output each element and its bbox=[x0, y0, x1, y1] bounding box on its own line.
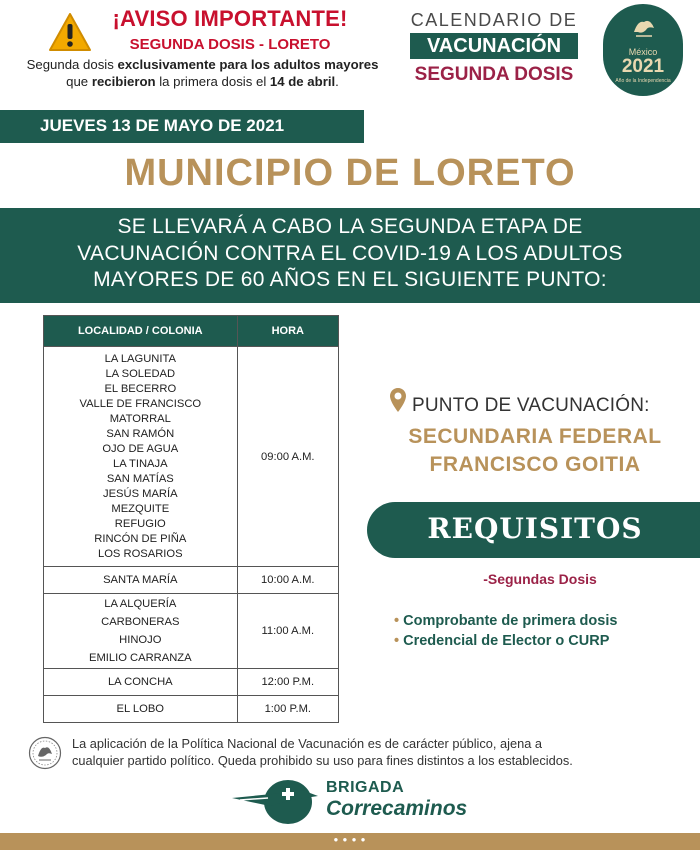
aviso-title: ¡AVISO IMPORTANTE! bbox=[112, 6, 348, 31]
column-header-localidad: LOCALIDAD / COLONIA bbox=[44, 316, 238, 347]
localidad-name: MEZQUITE bbox=[111, 502, 170, 515]
cell-localidades bbox=[44, 669, 238, 696]
cell-localidades bbox=[44, 594, 238, 669]
schedule-table bbox=[43, 315, 339, 723]
logo-caption: Año de la Independencia bbox=[615, 78, 671, 84]
localidad-name: EL LOBO bbox=[116, 702, 165, 715]
localidad-name: SAN MATÍAS bbox=[106, 472, 174, 485]
footer-disclaimer: La aplicación de la Política Nacional de Vacunación es de carácter público, ajena a cualquier partido político. Queda prohibido su uso para fines distintos a los establecidos. bbox=[72, 736, 573, 768]
localidad-name: LA LAGUNITA bbox=[104, 352, 176, 365]
punto-name-line1: SECUNDARIA FEDERAL bbox=[408, 425, 662, 448]
punto-name-line2: FRANCISCO GOITIA bbox=[429, 453, 641, 476]
calendar-title: CALENDARIO DE bbox=[410, 10, 578, 30]
logo-year: 2021 bbox=[621, 56, 665, 77]
mexico-seal-icon bbox=[28, 736, 62, 770]
table-row bbox=[44, 696, 339, 723]
bullet-icon: • bbox=[394, 613, 400, 629]
localidad-name: REFUGIO bbox=[114, 517, 166, 530]
localidad-name: LA TINAJA bbox=[113, 457, 168, 470]
cell-localidades bbox=[44, 696, 238, 723]
localidad-name: LOS ROSARIOS bbox=[98, 547, 183, 560]
eagle-icon bbox=[630, 14, 658, 42]
cell-hora: 1:00 P.M. bbox=[237, 696, 338, 723]
cell-localidades bbox=[44, 567, 238, 594]
logo-country: México bbox=[628, 47, 658, 57]
table-row bbox=[44, 669, 339, 696]
bullet-icon: • bbox=[394, 633, 400, 649]
localidad-name: JESÚS MARÍA bbox=[102, 487, 178, 500]
municipio-title: MUNICIPIO DE LORETO bbox=[124, 152, 576, 194]
localidad-name: EL BECERRO bbox=[104, 382, 177, 395]
cell-hora: 09:00 A.M. bbox=[237, 347, 338, 567]
localidad-name: SANTA MARÍA bbox=[103, 573, 178, 586]
aviso-subtitle: SEGUNDA DOSIS - LORETO bbox=[129, 36, 331, 53]
punto-label: PUNTO DE VACUNACIÓN: bbox=[412, 395, 650, 416]
localidad-name: OJO DE AGUA bbox=[102, 442, 179, 455]
cell-localidades bbox=[44, 347, 238, 567]
cell-hora: 10:00 A.M. bbox=[237, 567, 338, 594]
location-pin-icon bbox=[389, 387, 407, 413]
localidad-name: RINCÓN DE PIÑA bbox=[94, 532, 187, 545]
localidad-name: MATORRAL bbox=[109, 412, 171, 425]
table-row bbox=[44, 347, 339, 567]
column-header-hora: HORA bbox=[237, 316, 338, 347]
localidad-name: LA CONCHA bbox=[107, 675, 173, 688]
aviso-text: Segunda dosis exclusivamente para los adultos mayores que recibieron la primera dosis el 14 de abril. bbox=[26, 57, 379, 89]
cell-hora: 12:00 P.M. bbox=[237, 669, 338, 696]
roadrunner-logo-icon bbox=[232, 776, 322, 826]
correcaminos-label: Correcaminos bbox=[326, 797, 468, 820]
localidad-name: VALLE DE FRANCISCO bbox=[79, 397, 202, 410]
cell-hora: 11:00 A.M. bbox=[237, 594, 338, 669]
table-row bbox=[44, 594, 339, 669]
localidad-name: CARBONERAS bbox=[101, 616, 180, 628]
localidad-name: HINOJO bbox=[119, 634, 162, 646]
social-media-icons: ● ● ● ● bbox=[333, 835, 367, 844]
brigada-label: BRIGADA bbox=[326, 779, 405, 796]
list-item: • Credencial de Elector o CURP bbox=[394, 633, 610, 649]
requisitos-subtitle: -Segundas Dosis bbox=[483, 571, 597, 587]
date-text: JUEVES 13 DE MAYO DE 2021 bbox=[40, 116, 285, 135]
calendar-segunda-dosis: SEGUNDA DOSIS bbox=[414, 64, 574, 85]
table-row bbox=[44, 567, 339, 594]
requisitos-list bbox=[394, 611, 694, 651]
localidad-name: SAN RAMÓN bbox=[106, 427, 175, 440]
localidad-name: LA SOLEDAD bbox=[105, 367, 176, 380]
banner-text: SE LLEVARÁ A CABO LA SEGUNDA ETAPA DE VACUNACIÓN CONTRA EL COVID-19 A LOS ADULTOS MAYORES DE 60 AÑOS EN EL SIGUIENTE PUNTO: bbox=[77, 215, 623, 291]
requisitos-title: REQUISITOS bbox=[427, 512, 643, 545]
localidad-name: LA ALQUERÍA bbox=[104, 598, 177, 610]
table-header-row bbox=[44, 316, 339, 347]
calendar-vacunacion: VACUNACIÓN bbox=[410, 33, 578, 59]
localidad-name: EMILIO CARRANZA bbox=[89, 652, 192, 664]
warning-triangle-icon bbox=[48, 12, 92, 52]
list-item: • Comprobante de primera dosis bbox=[394, 613, 618, 629]
